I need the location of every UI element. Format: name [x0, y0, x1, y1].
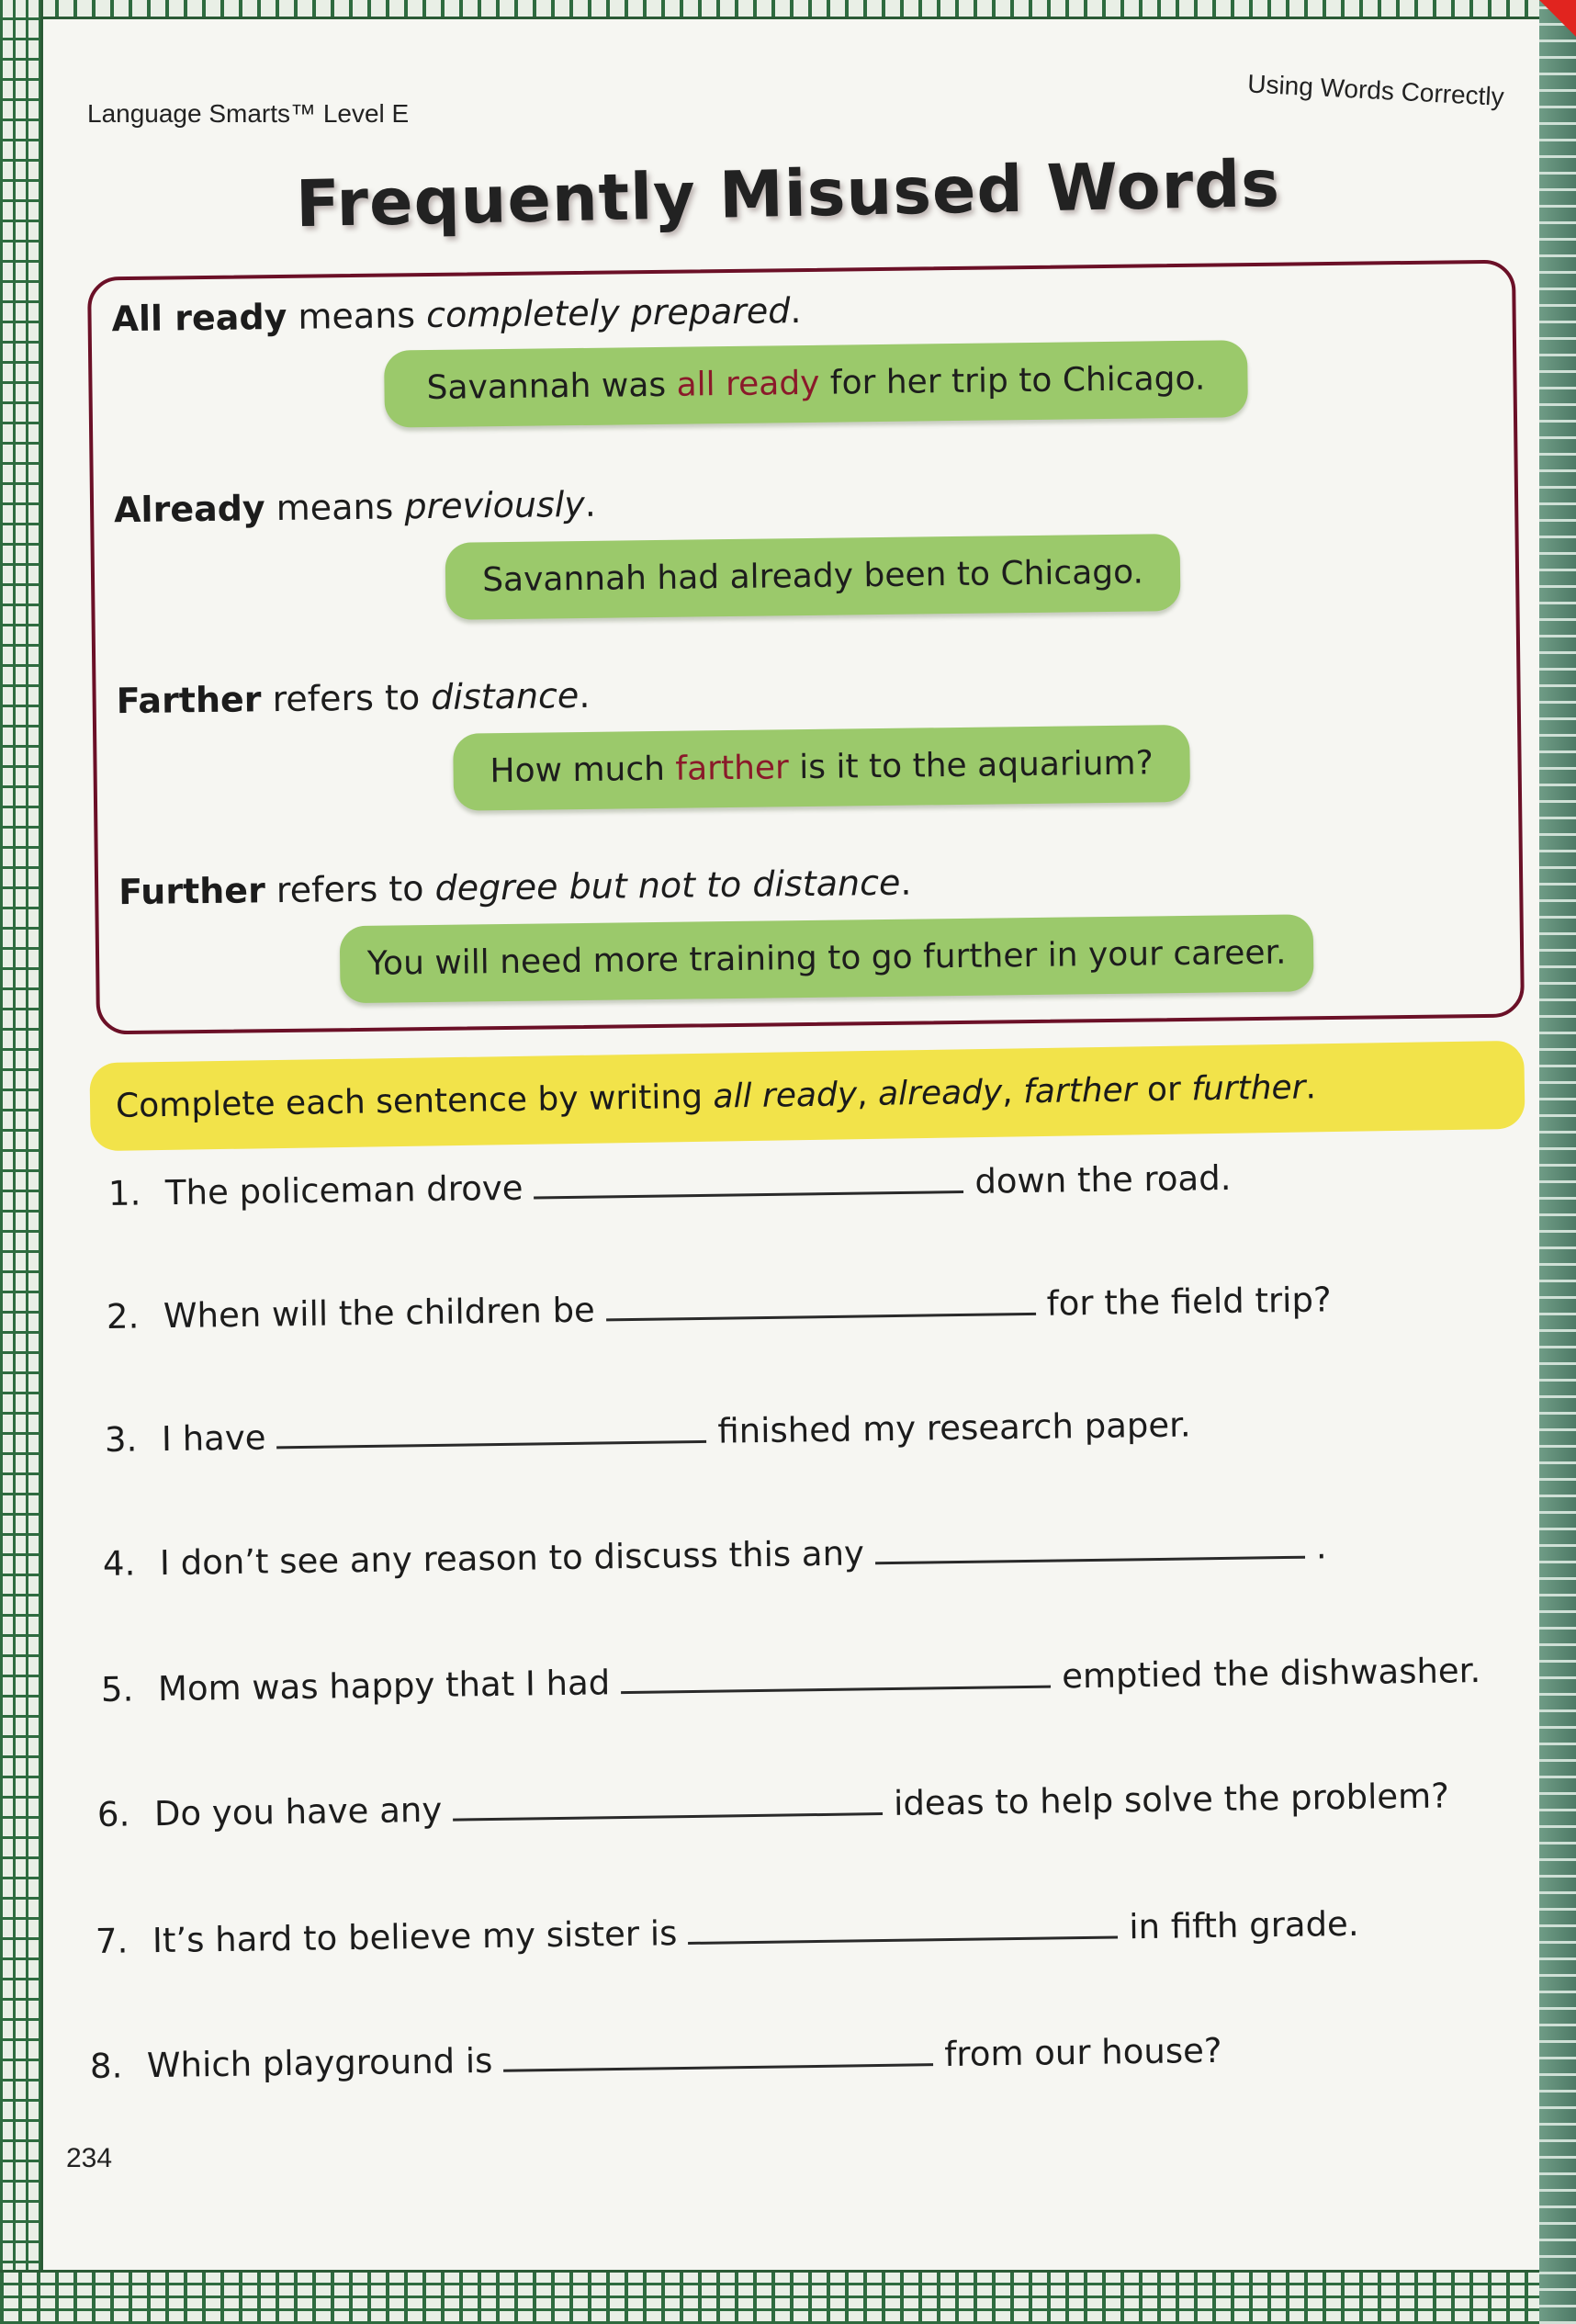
question-number: 8.	[89, 2046, 123, 2086]
decorative-border-top	[0, 0, 1576, 19]
question-number: 2.	[106, 1296, 140, 1337]
answer-blank[interactable]	[621, 1669, 1051, 1695]
instructions-word: further	[1190, 1068, 1306, 1109]
meaning: previously	[404, 483, 586, 527]
definition-all-ready: All ready means completely prepared.	[111, 290, 802, 340]
question-text-before: I have	[161, 1417, 266, 1460]
example-text: for her trip to Chicago.	[819, 359, 1206, 402]
term: Further	[118, 870, 266, 913]
question-text-after: ideas to help solve the problem?	[893, 1776, 1450, 1823]
red-corner-tab	[1539, 0, 1576, 37]
definition-further: Further refers to degree but not to distance.	[118, 862, 912, 913]
question-number: 5.	[100, 1669, 134, 1709]
question-text-before: It’s hard to believe my sister is	[152, 1913, 678, 1961]
instructions-word: already	[877, 1073, 1003, 1113]
answer-blank[interactable]	[276, 1424, 706, 1450]
answer-blank[interactable]	[688, 1919, 1118, 1945]
instructions-text: or	[1146, 1070, 1182, 1110]
example-keyword: already	[729, 557, 854, 597]
question-text-after: down the road.	[974, 1157, 1232, 1201]
question-8	[90, 2031, 1222, 2086]
question-number: 7.	[95, 1921, 129, 1961]
page-number: 234	[66, 2143, 113, 2173]
question-number: 3.	[104, 1419, 138, 1460]
connector: refers to	[276, 868, 424, 911]
example-all-ready	[384, 340, 1248, 427]
question-number: 4.	[102, 1543, 136, 1584]
example-keyword: farther	[675, 749, 790, 788]
question-6	[97, 1776, 1449, 1834]
example-text: Savannah was	[426, 366, 677, 408]
example-keyword: all ready	[676, 364, 820, 404]
series-label: Language Smarts™ Level E	[87, 99, 410, 128]
question-text-after: .	[1315, 1527, 1327, 1567]
example-text: been to Chicago.	[852, 553, 1144, 595]
definition-farther: Farther refers to distance.	[116, 674, 591, 722]
question-text-before: Do you have any	[153, 1789, 443, 1834]
meaning: distance	[430, 675, 580, 717]
decorative-border-left	[0, 0, 43, 2324]
question-number: 1.	[107, 1173, 141, 1213]
example-already	[445, 534, 1181, 620]
decorative-border-bottom	[0, 2270, 1576, 2324]
question-number: 6.	[96, 1794, 130, 1834]
question-7	[96, 1904, 1359, 1961]
example-text: in your career.	[1037, 933, 1287, 975]
question-1	[108, 1158, 1232, 1213]
example-keyword: further	[922, 936, 1038, 976]
instructions-text: Complete each sentence by writing	[115, 1077, 714, 1125]
definitions-box	[87, 260, 1525, 1035]
question-text-before: When will the children be	[163, 1290, 596, 1337]
question-5	[101, 1651, 1481, 1709]
question-text-before: The policeman drove	[164, 1168, 523, 1213]
answer-blank[interactable]	[503, 2047, 933, 2072]
definition-already: Already means previously.	[113, 483, 597, 531]
term: Already	[113, 488, 265, 531]
meaning: completely prepared	[425, 290, 791, 336]
question-2	[107, 1280, 1332, 1337]
example-further	[340, 914, 1314, 1003]
answer-blank[interactable]	[606, 1296, 1036, 1322]
section-label: Using Words Correctly	[1247, 69, 1505, 111]
connector: refers to	[272, 677, 421, 720]
question-text-after: for the field trip?	[1046, 1280, 1332, 1324]
meaning: degree but not to distance	[434, 862, 901, 908]
question-text-after: in fifth grade.	[1128, 1903, 1359, 1947]
instructions-word: all ready	[713, 1076, 858, 1116]
page-edge-right	[1539, 0, 1576, 2324]
answer-blank[interactable]	[534, 1174, 963, 1200]
example-text: How much	[490, 750, 676, 791]
question-4	[103, 1527, 1327, 1584]
question-text-before: Which playground is	[146, 2040, 493, 2086]
question-3	[105, 1405, 1191, 1460]
term: All ready	[111, 296, 287, 340]
example-text: You will need more training to go	[366, 938, 924, 983]
instructions-banner: Complete each sentence by writing all ready, already, farther or further.	[89, 1041, 1525, 1152]
question-text-before: Mom was happy that I had	[157, 1663, 611, 1709]
answer-blank[interactable]	[875, 1540, 1305, 1565]
answer-blank[interactable]	[453, 1796, 883, 1822]
term: Farther	[116, 679, 262, 722]
connector: means	[276, 486, 394, 529]
question-text-after: from our house?	[944, 2030, 1222, 2075]
example-text: is it to the aquarium?	[788, 744, 1154, 787]
example-text: Savannah had	[481, 558, 730, 600]
question-text-after: finished my research paper.	[717, 1405, 1191, 1451]
question-text-before: I don’t see any reason to discuss this any	[159, 1533, 865, 1584]
page-title: Frequently Misused Words	[295, 145, 1281, 243]
connector: means	[298, 295, 416, 337]
question-text-after: emptied the dishwasher.	[1061, 1651, 1481, 1697]
example-farther	[453, 725, 1190, 811]
instructions-word: farther	[1022, 1071, 1137, 1111]
